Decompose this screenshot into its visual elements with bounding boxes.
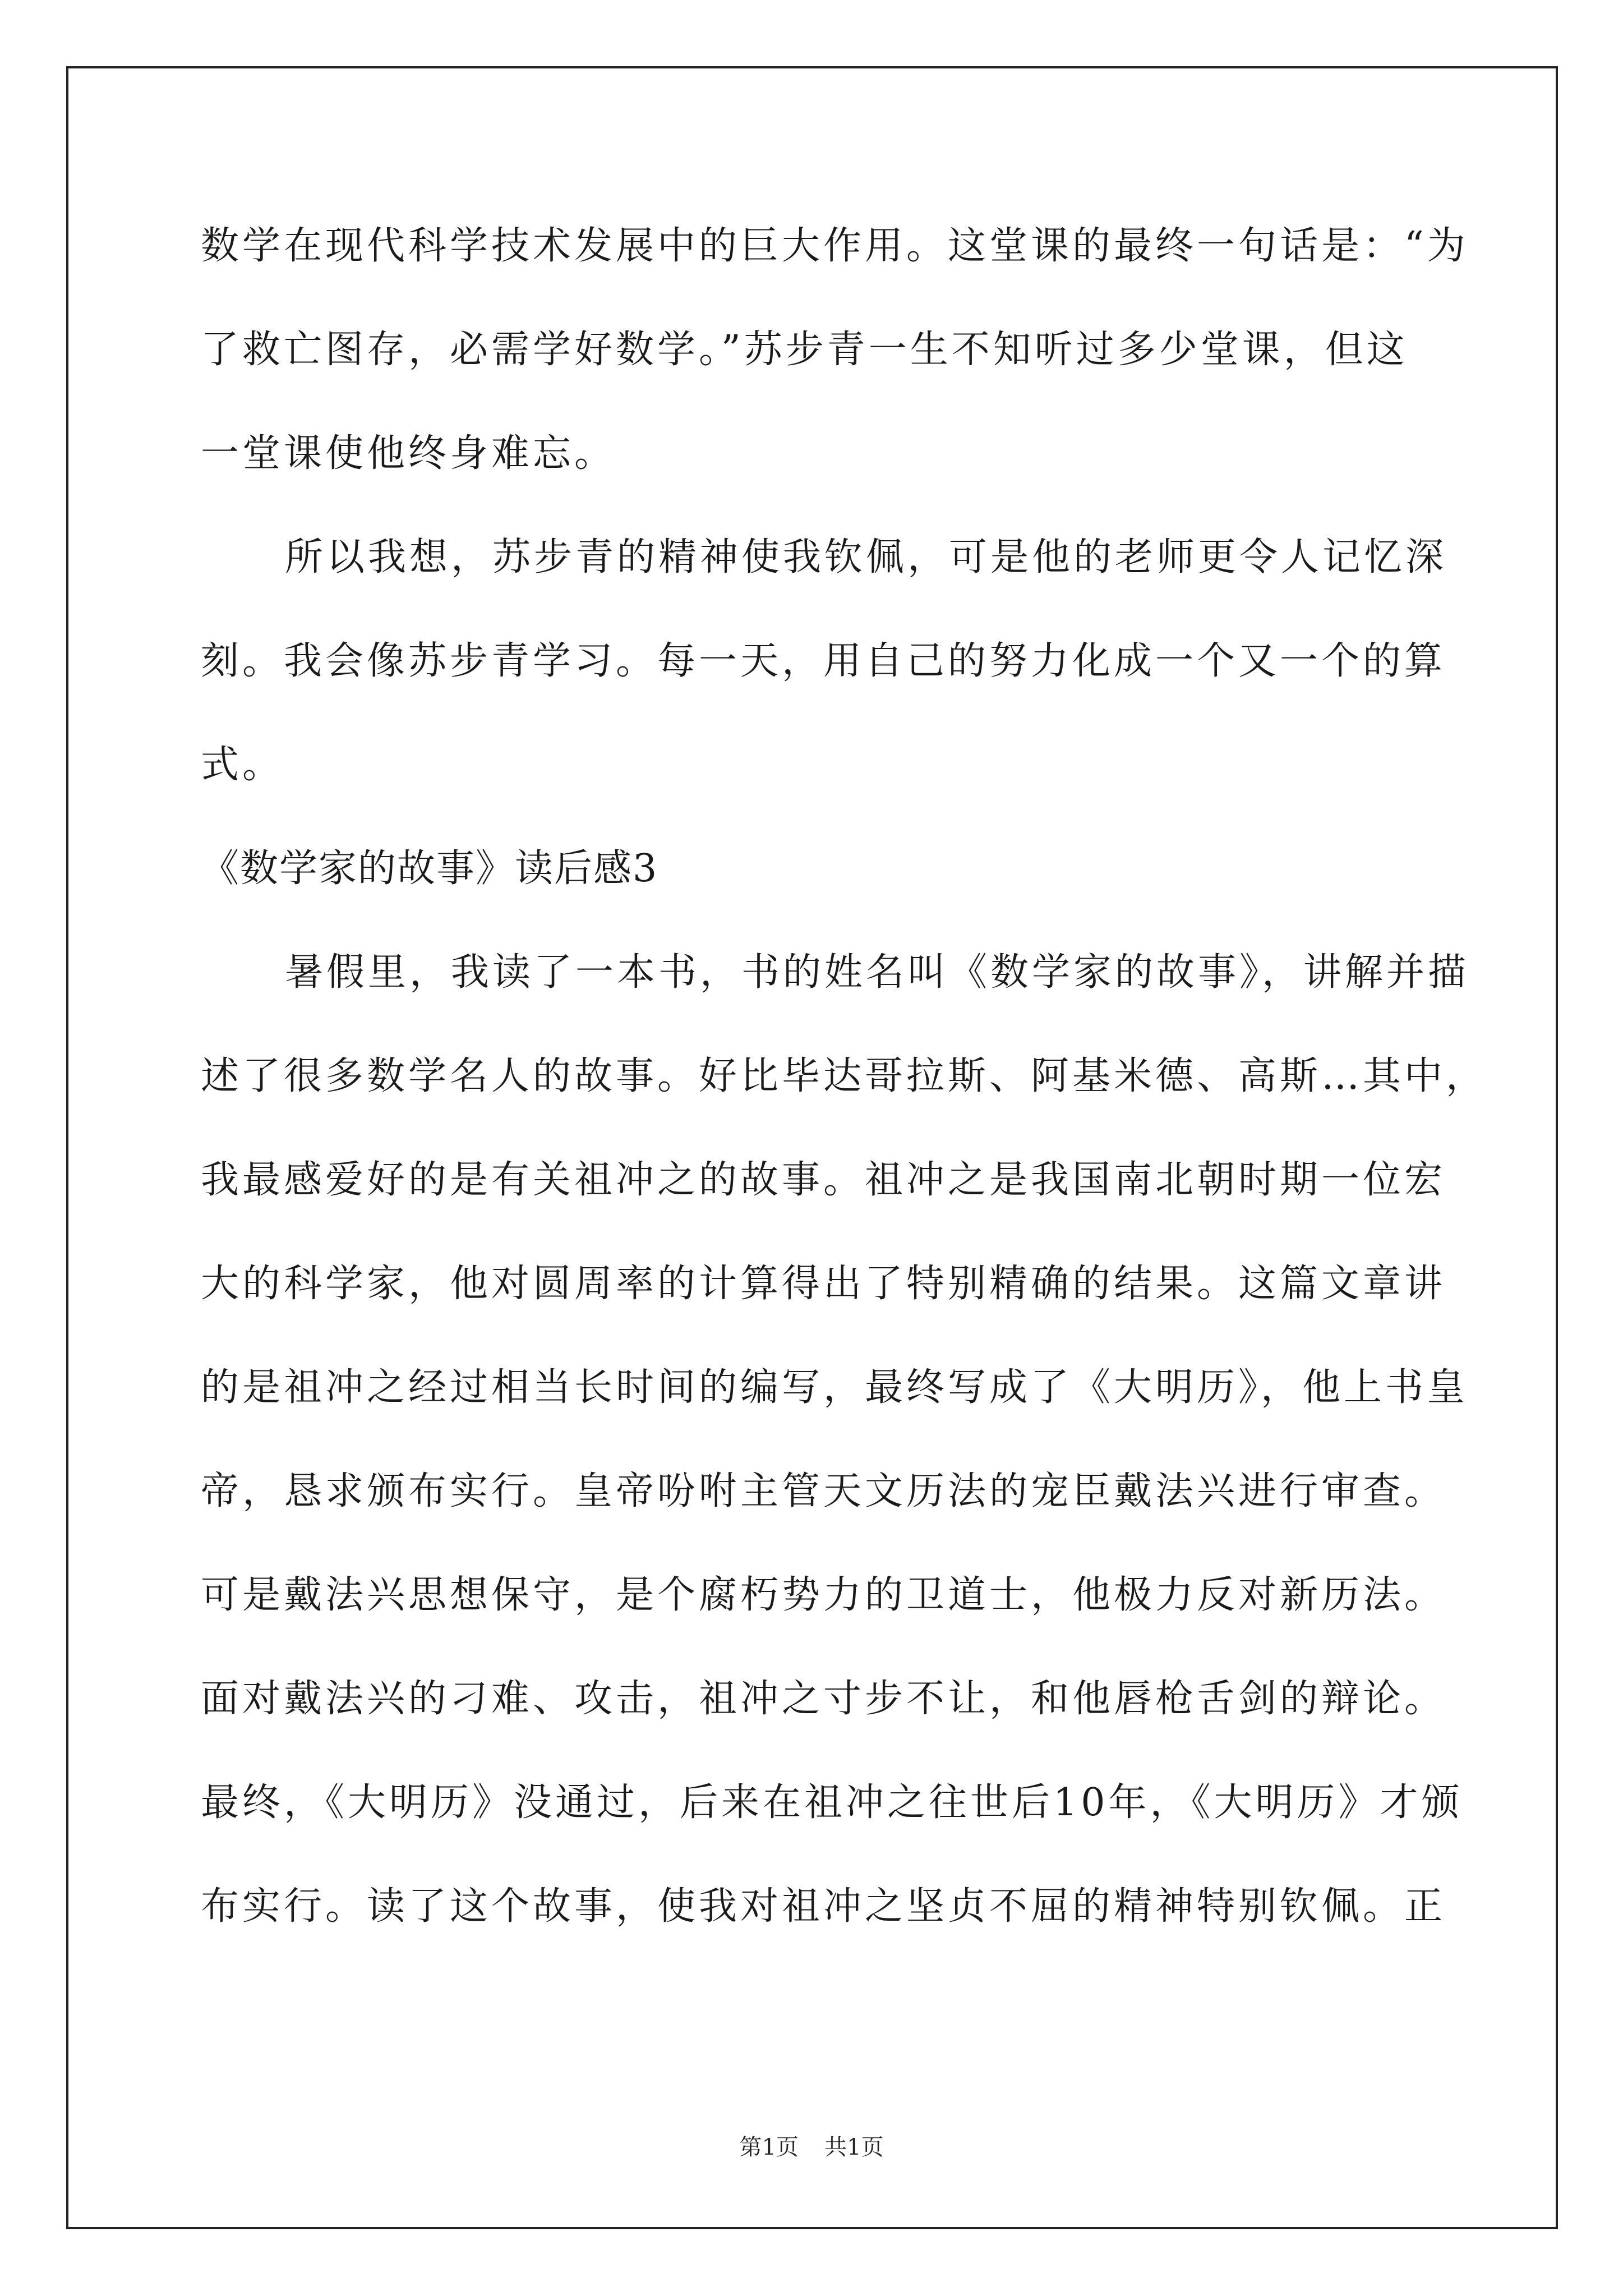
text-line-17: 布实行。读了这个故事，使我对祖冲之坚贞不屈的精神特别钦佩。正 <box>201 1884 1446 1929</box>
text-line-4: 所以我想，苏步青的精神使我钦佩，可是他的老师更令人记忆深 <box>285 535 1447 579</box>
text-line-15: 面对戴法兴的刁难、攻击，祖冲之寸步不让，和他唇枪舌剑的辩论。 <box>201 1677 1446 1721</box>
text-line-3: 一堂课使他终身难忘。 <box>201 431 616 476</box>
text-line-16: 最终，《大明历》没通过，后来在祖冲之往世后10年，《大明历》才颁 <box>201 1780 1463 1825</box>
text-line-12: 的是祖冲之经过相当长时间的编写，最终写成了《大明历》，他上书皇 <box>201 1365 1469 1410</box>
section-heading: 《数学家的故事》读后感3 <box>201 846 658 891</box>
document-body <box>201 210 1488 1974</box>
text-line-14: 可是戴法兴思想保守，是个腐朽势力的卫道士，他极力反对新历法。 <box>201 1573 1446 1617</box>
text-line-11: 大的科学家，他对圆周率的计算得出了特别精确的结果。这篇文章讲 <box>201 1262 1446 1306</box>
page-footer <box>0 2132 1623 2163</box>
page-number: 第1页 <box>739 2134 799 2160</box>
text-line-10: 我最感爱好的是有关祖冲之的故事。祖冲之是我国南北朝时期一位宏 <box>201 1158 1446 1202</box>
text-line-1: 数学在现代科学技术发展中的巨大作用。这堂课的最终一句话是：“为 <box>201 224 1469 268</box>
text-line-9: 述了很多数学名人的故事。好比毕达哥拉斯、阿基米德、高斯…其中， <box>201 1054 1488 1098</box>
text-line-6: 式。 <box>201 743 284 787</box>
text-line-13: 帝，恳求颁布实行。皇帝吩咐主管天文历法的宠臣戴法兴进行审查。 <box>201 1469 1446 1513</box>
text-line-5: 刻。我会像苏步青学习。每一天，用自己的努力化成一个又一个的算 <box>201 639 1446 683</box>
text-line-8: 暑假里，我读了一本书，书的姓名叫《数学家的故事》，讲解并描 <box>285 950 1470 995</box>
text-line-2: 了救亡图存，必需学好数学。”苏步青一生不知听过多少堂课，但这 <box>201 328 1408 372</box>
page-total: 共1页 <box>824 2134 884 2160</box>
